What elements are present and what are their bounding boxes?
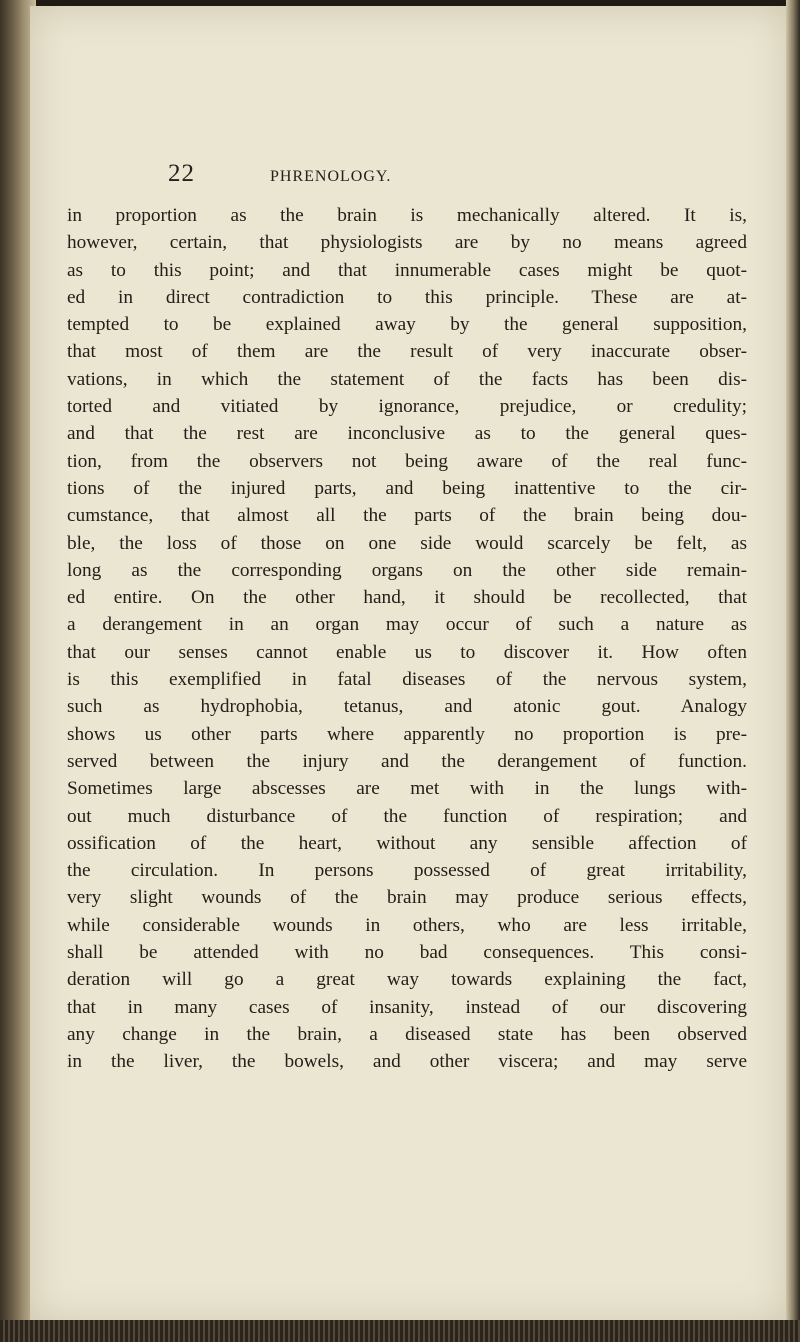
page-number: 22 bbox=[168, 160, 195, 187]
text-line: ossification of the heart, without any sensible affection of bbox=[67, 832, 747, 854]
text-line: any change in the brain, a diseased state has been observed bbox=[67, 1023, 747, 1045]
text-line: that our senses cannot enable us to discover it. How often bbox=[67, 641, 747, 663]
text-line: ed in direct contradiction to this principle. These are at- bbox=[67, 286, 747, 308]
text-line: such as hydrophobia, tetanus, and atonic gout. Analogy bbox=[67, 696, 747, 718]
text-line: deration will go a great way towards explaining the fact, bbox=[67, 969, 747, 991]
text-line: very slight wounds of the brain may produce serious effects, bbox=[67, 887, 747, 909]
text-line: the circulation. In persons possessed of great irritability, bbox=[67, 860, 747, 882]
text-line: is this exemplified in fatal diseases of the nervous system, bbox=[67, 669, 747, 691]
text-line: served between the injury and the derangement of function. bbox=[67, 750, 747, 772]
text-line: in proportion as the brain is mechanically altered. It is, bbox=[67, 205, 747, 226]
text-line: ble, the loss of those on one side would scarcely be felt, as bbox=[67, 532, 747, 554]
text-line: that most of them are the result of very inaccurate obser- bbox=[67, 341, 747, 363]
text-line: and that the rest are inconclusive as to the general ques- bbox=[67, 423, 747, 445]
text-line: out much disturbance of the function of respiration; and bbox=[67, 805, 747, 827]
text-line: ed entire. On the other hand, it should be recollected, that bbox=[67, 587, 747, 609]
text-line: while considerable wounds in others, who are less irritable, bbox=[67, 914, 747, 936]
text-line: tions of the injured parts, and being inattentive to the cir- bbox=[67, 477, 747, 499]
text-line: cumstance, that almost all the parts of the brain being dou- bbox=[67, 505, 747, 527]
text-line: as to this point; and that innumerable cases might be quot- bbox=[67, 259, 747, 281]
text-line: torted and vitiated by ignorance, prejudice, or credulity; bbox=[67, 396, 747, 418]
running-head: PHRENOLOGY. bbox=[270, 168, 392, 185]
text-line: shall be attended with no bad consequences. This consi- bbox=[67, 942, 747, 964]
text-line: in the liver, the bowels, and other viscera; and may serve bbox=[67, 1051, 747, 1073]
page-bottom-edge bbox=[0, 1320, 800, 1342]
text-line: long as the corresponding organs on the other side remain- bbox=[67, 559, 747, 581]
text-line: shows us other parts where apparently no proportion is pre- bbox=[67, 723, 747, 745]
page-right-edge bbox=[786, 0, 800, 1342]
text-line: that in many cases of insanity, instead of our discovering bbox=[67, 996, 747, 1018]
book-page bbox=[30, 6, 788, 1324]
page-header bbox=[30, 160, 788, 188]
text-line: vations, in which the statement of the facts has been dis- bbox=[67, 368, 747, 390]
text-line: tempted to be explained away by the general supposition, bbox=[67, 314, 747, 336]
body-text bbox=[67, 202, 747, 1076]
text-line: tion, from the observers not being aware of the real func- bbox=[67, 450, 747, 472]
text-line: however, certain, that physiologists are by no means agreed bbox=[67, 232, 747, 254]
text-line: Sometimes large abscesses are met with in the lungs with- bbox=[67, 778, 747, 800]
text-line: a derangement in an organ may occur of such a nature as bbox=[67, 614, 747, 636]
